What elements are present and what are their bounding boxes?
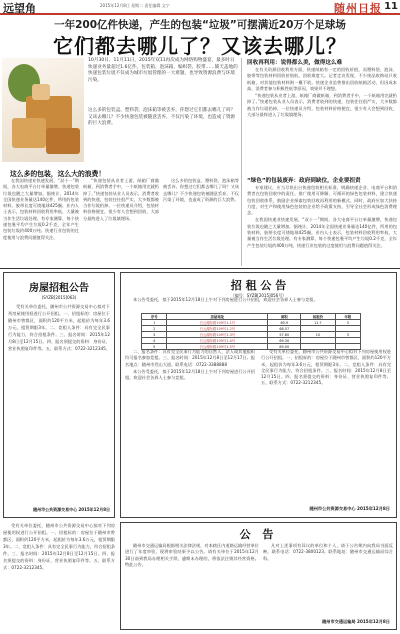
column-divider [241,58,242,266]
ad-title: 房屋招租公告 [29,283,89,294]
article-intro: 10月30日、11月11日，2015年双11再次成为网络购物盛宴，最多时日快递业务量超过1.6亿件。包装箱、泡沫箱、编织袋、胶带……铺天盖地的快递包装垃圾不仅成为城市垃圾管理的一大难题，也导致资源浪费与环境污染。 [88,58,238,83]
housing-rental-ad [3,272,115,518]
article-lead: 这么多的包装盒、塑料袋、泡沫箱等被丢弃，你想过它们都去哪儿了吗？又该去哪儿？不少快递包装被随意丢弃，不仅污染了环境，也造成了资源的巨大浪费。 [88,108,236,127]
notice-title: 公 告 [239,528,278,541]
column-header: 序号 [142,314,167,320]
newspaper-masthead: 随州日报 [334,2,382,15]
article-photo [2,58,84,162]
box-pile-illustration [12,118,46,148]
lease-table [141,313,361,350]
paragraph: 本公告受委托，拟于2015年12月18日上午对下列房屋进行公开招租，欢迎社会各界人士参与竞租。 [125,368,255,381]
paragraph: 这么多的包装盒、塑料袋、泡沫箱等被丢弃，你想过它们都去哪儿了吗？又该去哪儿？不少快递包装被随意丢弃，不仅污染了环境，也造成了资源的巨大浪费。 [163,178,239,202]
paragraph: “快递包装从业者上游，纸箱厂商做纸箱，到消费者手中，一个纸箱用完就扔掉了。”快递包装从业人员表示，消费者收到的快递，包装往往很严实，大多数都被当作垃圾扔掉。一位快递员介绍，包装材料价格便宜，很少有人会想到回收，大部分最终进入了垃圾填埋场。 [83,178,159,221]
page-header [0,0,400,15]
box-pile-illustration [46,128,80,154]
cell: 3 [335,320,360,326]
cell: 白云湖东路109号1-4号 [167,338,268,344]
public-notice [120,522,397,630]
cell: 白云湖东路109号1-2号 [167,326,268,332]
cell: 白云湖东路109号1-3号 [167,332,268,338]
cell: 10 [301,332,335,338]
section-title: 远望角 [3,2,36,15]
cell: 白云湖东路109号1-1号 [167,320,268,326]
subhead-green-packaging: “绿色”的包装废弃：政府到缺位，企业要担责 [247,178,361,184]
notice-code: （编号：SYZB[2015]056号） [230,293,287,298]
article-column [247,185,397,266]
paragraph: 受有关单位委托，随州市公共资源交易中心拟对下列房屋使用权进行公开招租。一、招租标的：房屋位于随州市曾都区，面积约120平方米，起租价为每年3.6万元，租赁期限3年。二、竞租人条件：具有完全民事行为能力，符合招租条件。三、报名时间：2015年12月8日至12月15日。四、报名须提交的资料：身份证、营业执照复印件等。五、联系方式：0722-3212345。 [3,523,115,570]
notice-intro [125,297,391,311]
paragraph: 在有关资源回收利用方面，快递纸箱有一定的回收价值，而塑料袋、泡沫、胶带等包装材料回收价值低，回收难度大。记者走访发现，不少废品收购站只收纸箱，对其他包装材料则一概不收。快递企业虽曾推出回收纸箱活动，但因成本高、消费者参与积极性低等原因，效果并不理想。 [247,67,397,91]
paragraph: 本公告受委托，拟于2015年12月18日上午对下列房屋进行公开招租，欢迎社会各界人士参与竞租。 [133,297,318,302]
lease-notice [120,272,397,518]
notice-body [263,543,393,609]
article-column [3,522,115,630]
cell: 60.9 [268,320,301,326]
article-column [3,178,79,266]
paragraph: 凡对上述事项有异议的单位和个人，请于公告期内向我局书面反映。联系电话：0722-3800123。联系地址：随州市交通运输局综合科。 [263,543,393,561]
paragraph: “快递包装从业者上游，纸箱厂商做纸箱，到消费者手中，一个纸箱用完就扔掉了。”快递包装从业人员表示，消费者收到的快递，包装往往很严实，大多数都被当作垃圾扔掉。一位快递员介绍，包装材料价格便宜，很少有人会想到回收，大部分最终进入了垃圾填埋场。 [247,93,397,118]
cell: 3 [142,332,167,338]
cell: 1 [142,320,167,326]
cell: 89.00 [268,344,301,350]
notice-title: 招 租 公 告 [230,279,287,292]
cell: 2 [142,326,167,332]
paragraph: 在我国快递业快速发展，“双十一”期间，各大电商平台订单量激增，快递包装垃圾也随之大量增加。据统计，2014年全国快递业务量达140亿件，所用的包装材料，胶带长度可绕地球425圈。业内人士表示，包装材料回收利用率低，大量被当作生活垃圾处理。有专家测算，每个快递包裹平均产生垃圾0.2千克，全年产生包装垃圾约400万吨。快递行业包装的过度使用与浪费问题值得关注。 [3,178,79,240]
column-header: 起租价 [301,314,335,320]
ad-body [8,303,110,499]
column-header: 房屋地址 [167,314,268,320]
notice-body [125,543,259,621]
cell: 68.57 [268,326,301,332]
subhead-waste: 这么多的包装，这么大的浪费！ [10,170,106,178]
column-header: 面积 [268,314,301,320]
paragraph: 专家建议，应当尽快出台快递包装相关标准，明确快递企业、电商平台和消费者在包装回收中的责任。推广使用可降解、可循环的绿色包装材料，建立快递包装回收体系，鼓励企业探索包装回收再利用的新模式。同时，政府应加大扶持力度，对生产和使用绿色包装的企业给予政策支持，引导全社会形成绿色消费理念。 [247,185,397,216]
ad-code: (SYZB[2015]063) [41,295,77,300]
notice-body [125,349,255,489]
section-divider [0,268,400,269]
cell: 4 [142,338,167,344]
paragraph: 随州市交通运输局根据相关法律法规，对本辖区内道路运输经营单位进行了年度审验，现将审验结果予以公告。请有关单位于2015年12月30日前到我局办理相关手续，逾期未办理的，将依法注销其经营资格。特此公告。 [125,543,259,567]
column-header: 年限 [335,314,360,320]
cell: 5 [142,344,167,350]
notice-body [261,349,391,489]
ad-footer: 随州市公共资源交易中心 2015年12月8日 [33,507,110,512]
article-headline: 它们都去哪儿了？又该去哪儿？ [53,34,347,58]
issue-meta: 2015年12月8日 星期二 责任编辑 文宁 [100,3,170,8]
cell: 57.60 [268,332,301,338]
subhead-recycling: 回收再利用：说得都么美，做得这么难 [247,60,343,66]
article-column [247,67,397,171]
paragraph: 二、报名条件：具有完全民事行为能力的自然人、法人或其他组织均可报名参加竞租。三、报名时间：2015年12月8日至12月17日。报名地点：随州市烈山大道。联系电话：0722-3388888 [125,349,255,367]
article-kicker: 一年200亿件快递，产生的包装“垃圾”可摆满近20万个足球场 [54,19,346,31]
cell: 69.30 [268,338,301,344]
page-number: 11 [384,1,398,12]
cell: 3 [335,332,360,338]
paragraph: 受有关单位委托，随州市公共资源交易中心拟对下列房屋使用权进行公开招租。一、招租标的：房屋位于随州市曾都区，面积约120平方米，起租价为每年3.6万元，租赁期限3年。二、竞租人条件：具有完全民事行为能力，符合招租条件。三、报名时间：2015年12月8日至12月15日。四、报名须提交的资料：身份证、营业执照复印件等。五、联系方式：0722-3212345。 [261,349,391,386]
article-column [163,178,239,266]
notice-footer: 随州市公共资源交易中心 2015年12月8日 [309,506,390,511]
paragraph: 在我国快递业快速发展，“双十一”期间，各大电商平台订单量激增，快递包装垃圾也随之大量增加。据统计，2014年全国快递业务量达140亿件，所用的包装材料，胶带长度可绕地球425圈。业内人士表示，包装材料回收利用率低，大量被当作生活垃圾处理。有专家测算，每个快递包裹平均产生垃圾0.2千克，全年产生包装垃圾约400万吨。快递行业包装的过度使用与浪费问题值得关注。 [247,217,397,248]
notice-footer: 随州市交通运输局 2015年12月8日 [322,619,390,624]
cell: 白云湖东路109号1-5号 [167,344,268,350]
cell: 11.7 [301,320,335,326]
box-pile-illustration [32,84,50,100]
paragraph: 受有关单位委托，随州市公共资源交易中心拟对下列房屋使用权进行公开招租。一、招租标的：房屋位于随州市曾都区，面积约120平方米，起租价为每年3.6万元，租赁期限3年。二、竞租人条件：具有完全民事行为能力，符合招租条件。三、报名时间：2015年12月8日至12月15日。四、报名须提交的资料：身份证、营业执照复印件等。五、联系方式：0722-3212345。 [8,304,110,351]
article-column [83,178,159,266]
